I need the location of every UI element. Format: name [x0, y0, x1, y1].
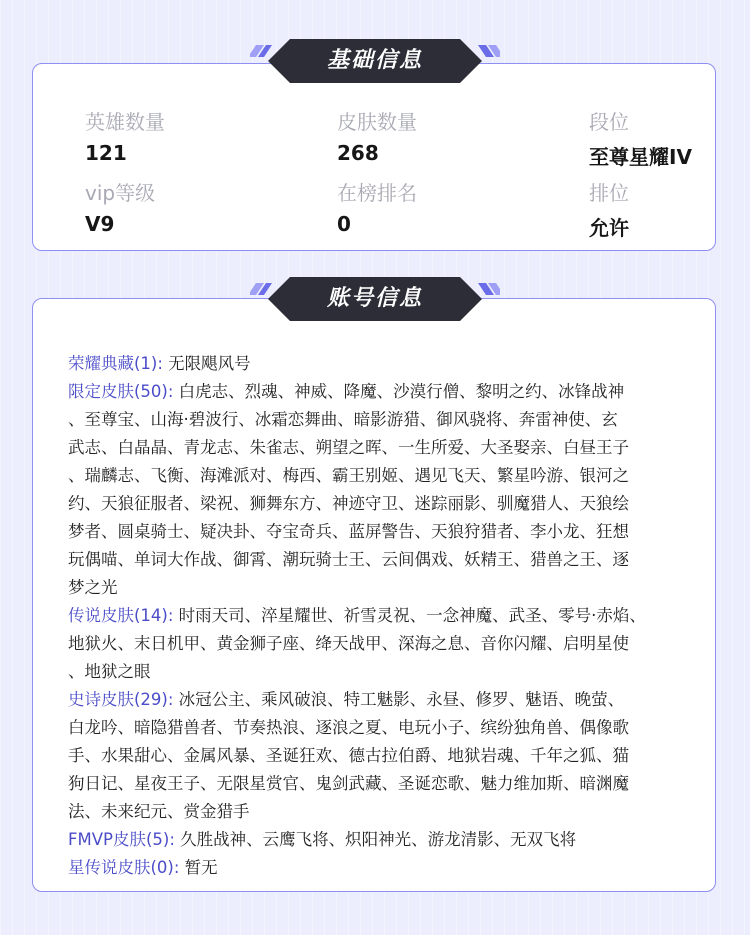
skin-names-text: 、地狱之眼 — [68, 662, 151, 681]
skin-category-label: 传说皮肤(14): — [68, 606, 174, 625]
skin-names-text: 梦之光 — [68, 578, 118, 597]
stat-value: 至尊星耀IV — [589, 145, 692, 169]
skin-list-line — [68, 462, 688, 490]
stat-value: 268 — [337, 141, 379, 165]
stat-value: V9 — [85, 212, 115, 236]
skin-list-line — [68, 350, 688, 378]
stat-label: 在榜排名 — [337, 181, 417, 205]
skin-category-label: 限定皮肤(50): — [68, 382, 174, 401]
stat-label: 皮肤数量 — [337, 110, 417, 134]
stat-skin-count — [337, 106, 417, 165]
account-info-banner — [250, 277, 500, 321]
skin-list-line — [68, 714, 688, 742]
stat-value: 允许 — [589, 216, 629, 240]
skin-names-text: 玩偶喵、单词大作战、御霄、潮玩骑士王、云间偶戏、妖精王、猎兽之王、逐 — [68, 550, 629, 569]
stat-label: 段位 — [589, 110, 629, 134]
skin-list — [68, 350, 688, 882]
stat-leaderboard-rank — [337, 177, 417, 236]
skin-names-text: 、至尊宝、山海·碧波行、冰霜恋舞曲、暗影游猎、御风骁将、奔雷神使、玄 — [68, 410, 618, 429]
skin-list-line — [68, 630, 688, 658]
skin-category-label: 星传说皮肤(0): — [68, 858, 180, 877]
skin-list-line — [68, 434, 688, 462]
skin-names-text: 冰冠公主、乘风破浪、特工魅影、永昼、修罗、魅语、晚萤、 — [173, 690, 625, 709]
skin-category-label: FMVP皮肤(5): — [68, 830, 175, 849]
skin-names-text: 武志、白晶晶、青龙志、朱雀志、朔望之晖、一生所爱、大圣娶亲、白昼王子 — [68, 438, 629, 457]
skin-names-text: 法、未来纪元、赏金猎手 — [68, 802, 250, 821]
skin-list-line — [68, 490, 688, 518]
skin-list-line — [68, 546, 688, 574]
skin-list-line — [68, 602, 688, 630]
account-info-title: 账号信息 — [326, 286, 423, 311]
skin-list-line — [68, 686, 688, 714]
skin-names-text: 狗日记、星夜王子、无限星赏官、鬼剑武藏、圣诞恋歌、魅力维加斯、暗渊魔 — [68, 774, 629, 793]
skin-names-text: 、瑞麟志、飞衡、海滩派对、梅西、霸王别姬、遇见飞天、繁星吟游、银河之 — [68, 466, 629, 485]
skin-names-text: 白虎志、烈魂、神威、降魔、沙漠行僧、黎明之约、冰锋战神 — [173, 382, 625, 401]
skin-names-text: 梦者、圆桌骑士、疑决卦、夺宝奇兵、蓝屏警告、天狼狩猎者、李小龙、狂想 — [68, 522, 629, 541]
skin-list-line — [68, 518, 688, 546]
skin-names-text: 久胜战神、云鹰飞将、炽阳神光、游龙清影、无双飞将 — [174, 830, 577, 849]
skin-list-line — [68, 742, 688, 770]
stat-label: 排位 — [589, 181, 629, 205]
skin-names-text: 约、天狼征服者、梁祝、狮舞东方、神迹守卫、迷踪丽影、驯魔猎人、天狼绘 — [68, 494, 629, 513]
stat-vip-level — [85, 177, 155, 236]
skin-list-line — [68, 574, 688, 602]
skin-names-text: 地狱火、末日机甲、黄金狮子座、绛天战甲、深海之息、音你闪耀、启明星使 — [68, 634, 629, 653]
stat-ranked-allowed — [589, 177, 629, 241]
skin-list-line — [68, 770, 688, 798]
basic-info-title: 基础信息 — [326, 48, 423, 73]
stat-rank-tier — [589, 106, 692, 170]
skin-names-text: 白龙吟、暗隐猎兽者、节奏热浪、逐浪之夏、电玩小子、缤纷独角兽、偶像歌 — [68, 718, 629, 737]
stat-label: 英雄数量 — [85, 110, 165, 134]
skin-list-line — [68, 854, 688, 882]
skin-names-text: 手、水果甜心、金属风暴、圣诞狂欢、德古拉伯爵、地狱岩魂、千年之狐、猫 — [68, 746, 629, 765]
stat-label: vip等级 — [85, 181, 156, 205]
skin-list-line — [68, 798, 688, 826]
skin-list-line — [68, 378, 688, 406]
skin-names-text: 暂无 — [179, 858, 218, 877]
skin-list-line — [68, 406, 688, 434]
skin-list-line — [68, 658, 688, 686]
skin-category-label: 荣耀典藏(1): — [68, 354, 163, 373]
basic-info-banner — [250, 39, 500, 83]
skin-names-text: 时雨天司、淬星耀世、祈雪灵祝、一念神魔、武圣、零号·赤焰、 — [173, 606, 646, 625]
stat-value: 121 — [85, 141, 127, 165]
stat-hero-count — [85, 106, 165, 165]
skin-category-label: 史诗皮肤(29): — [68, 690, 174, 709]
skin-names-text: 无限飓风号 — [162, 354, 251, 373]
stat-value: 0 — [337, 212, 351, 236]
skin-list-line — [68, 826, 688, 854]
